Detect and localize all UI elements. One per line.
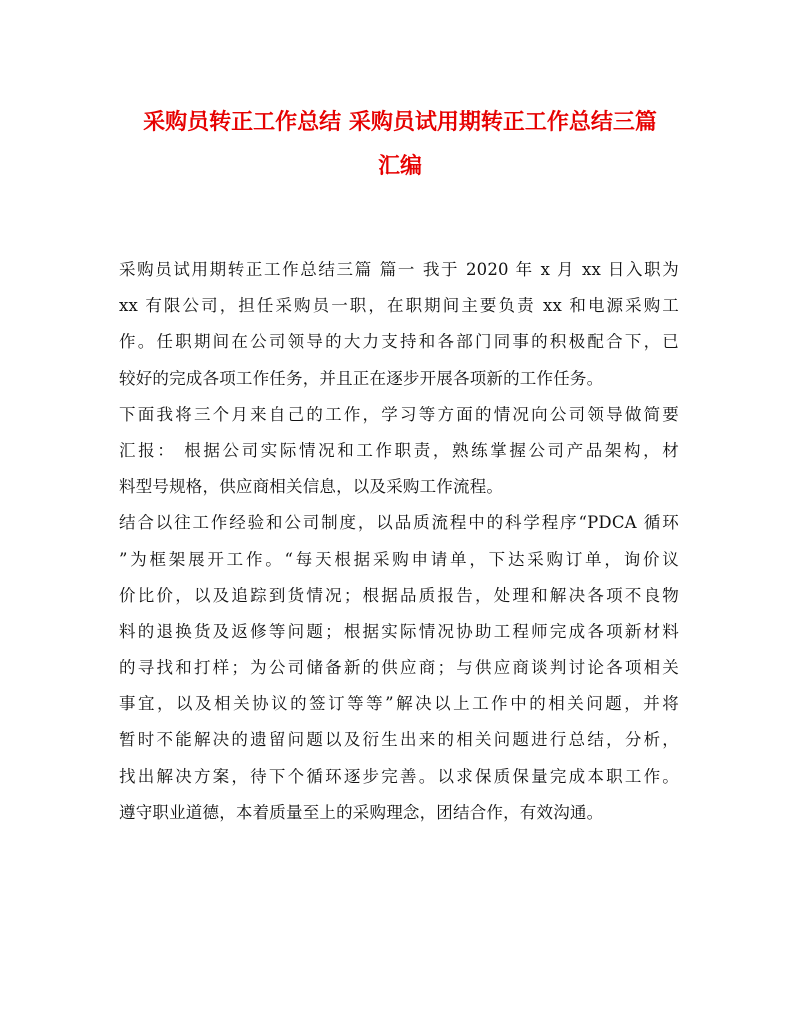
body-line: 暂时不能解决的遗留问题以及衍生出来的相关问题进行总结，分析， [119,730,679,750]
body-line: 找出解决方案，待下个循环逐步完善。以求保质保量完成本职工作。 [119,766,679,786]
body-line: 结合以往工作经验和公司制度，以品质流程中的科学程序“PDCA 循环 [119,513,679,533]
document-title [118,100,682,188]
body-line: 的寻找和打样；为公司储备新的供应商；与供应商谈判讨论各项相关 [119,658,679,678]
body-line: 价比价，以及追踪到货情况；根据品质报告，处理和解决各项不良物 [119,585,679,605]
title-line-1: 采购员转正工作总结 采购员试用期转正工作总结三篇 [143,109,657,135]
body-line: 遵守职业道德，本着质量至上的采购理念，团结合作，有效沟通。 [119,802,604,822]
body-line: 汇报： 根据公司实际情况和工作职责，熟练掌握公司产品架构，材 [119,440,679,460]
body-line: ”为框架展开工作。“每天根据采购申请单，下达采购订单，询价议 [119,549,679,569]
body-line: 下面我将三个月来自己的工作，学习等方面的情况向公司领导做简要 [119,404,679,424]
body-line: 采购员试用期转正工作总结三篇 篇一 我于 2020 年 x 月 xx 日入职为 [119,260,679,279]
body-line: 作。任职期间在公司领导的大力支持和各部门同事的积极配合下，已 [119,332,679,352]
document-body [119,252,679,831]
body-line: 事宜，以及相关协议的签订等等”解决以上工作中的相关问题，并将 [119,694,679,714]
body-line: 较好的完成各项工作任务，并且正在逐步开展各项新的工作任务。 [119,368,604,388]
body-line: 料的退换货及返修等问题；根据实际情况协助工程师完成各项新材料 [119,621,679,641]
body-line: 料型号规格，供应商相关信息，以及采购工作流程。 [119,477,504,497]
title-line-2: 汇编 [377,153,422,179]
body-line: xx 有限公司，担任采购员一职，在职期间主要负责 xx 和电源采购工 [119,296,679,316]
